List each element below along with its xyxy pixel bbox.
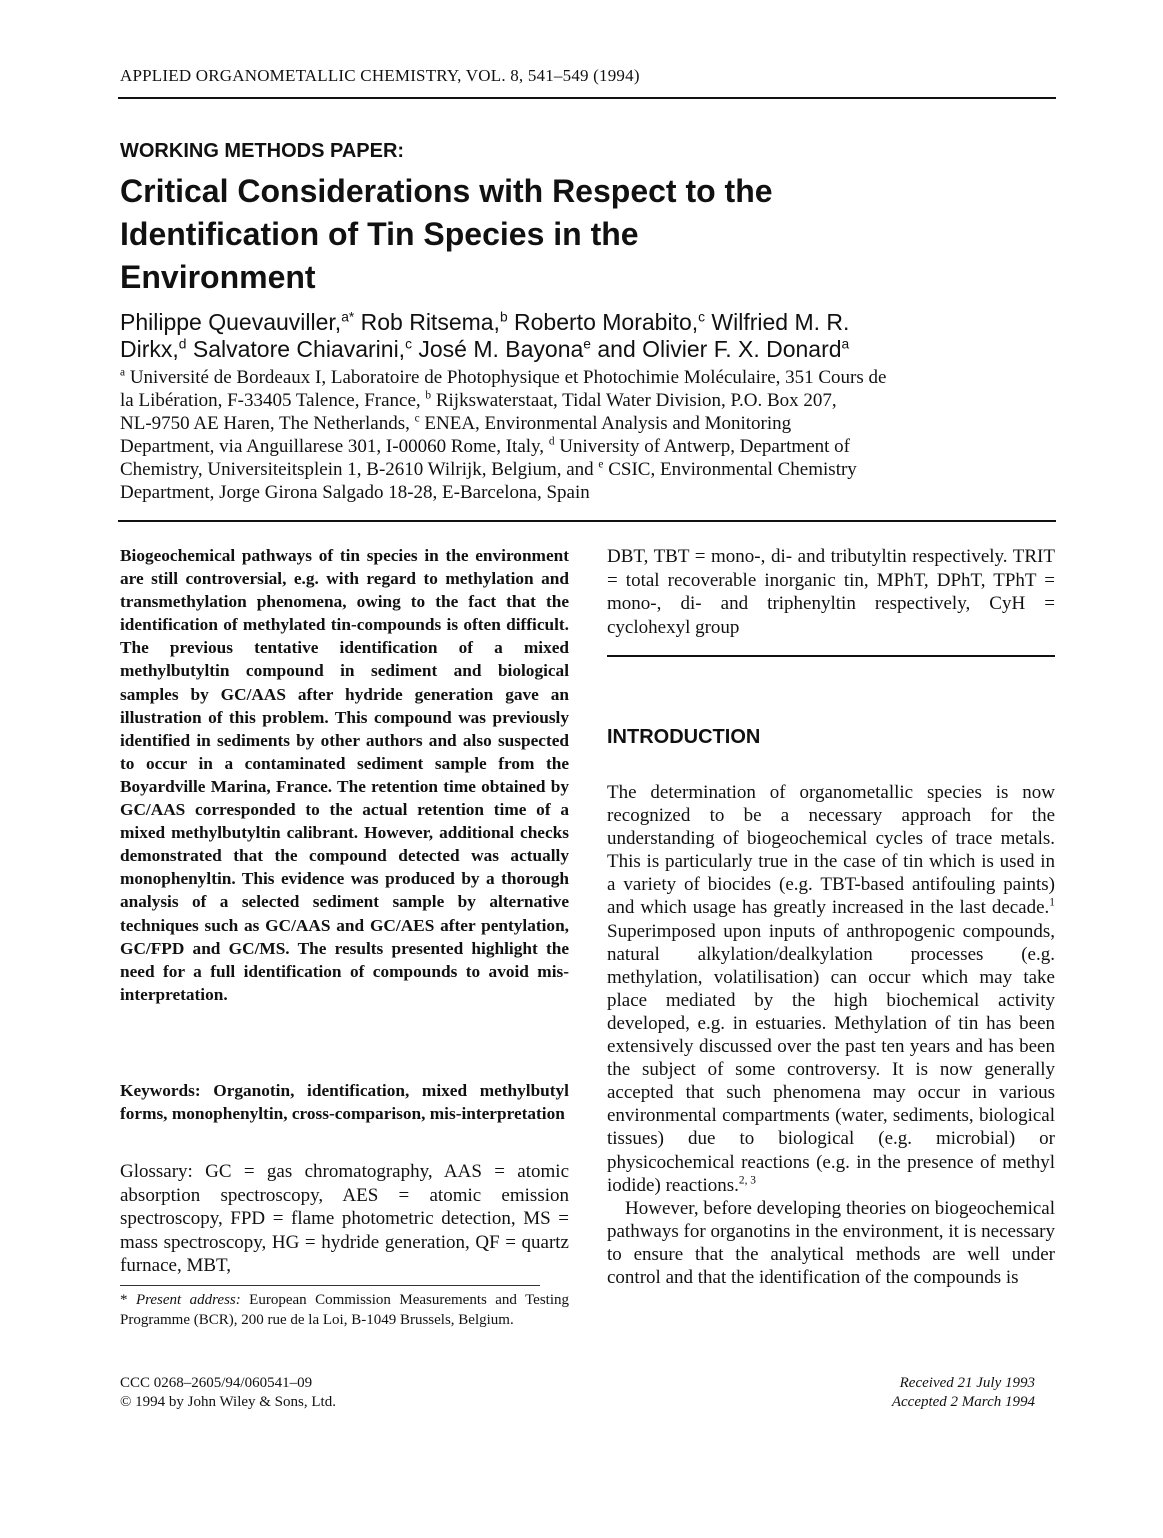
affiliation-mark: b [425, 389, 432, 402]
title-line: Critical Considerations with Respect to the [120, 173, 773, 209]
affiliations [120, 366, 1060, 504]
author-name: Salvatore Chiavarini, [186, 336, 406, 362]
paper-title [120, 170, 1050, 299]
citation: 2, 3 [738, 1174, 756, 1187]
citation: 1 [1049, 897, 1055, 910]
author-name: José M. Bayona [411, 336, 584, 362]
dates [892, 1374, 1035, 1412]
affiliation-text: Université de Bordeaux I, Laboratoire de Photophysique et Photochimie Moléculaire, 351 Cours de [125, 367, 887, 388]
author-line [120, 309, 1050, 336]
affiliation-text: NL-9750 AE Haren, The Netherlands, [120, 413, 415, 434]
affiliation-mark: a [120, 366, 126, 379]
affiliation-line: Department, Jorge Girona Salgado 18-28, E-Barcelona, Spain [120, 482, 590, 503]
footnote-marker: * [120, 1292, 136, 1308]
author-line [120, 336, 1050, 363]
affiliation-text: University of Antwerp, Department of [554, 436, 850, 457]
introduction-body [607, 781, 1055, 1289]
affiliation-text: CSIC, Environmental Chemistry [603, 459, 857, 480]
affiliation-mark: d [548, 435, 555, 448]
affiliation-mark: e [583, 336, 591, 352]
section-rule [118, 520, 1056, 522]
affiliation-text: Rijkswaterstaat, Tidal Water Division, P.O. Box 207, [431, 390, 837, 411]
footnote [120, 1290, 569, 1330]
author-name: Roberto Morabito, [507, 309, 699, 335]
paragraph-text: The determination of organometallic species is now recognized to be a necessary approach for the understanding of biogeochemical cycles of trace metals. This is particularly true in the case of tin which is used in a variety of biocides (e.g. TBT-based antifouling paints) and which usage has greatly increased in the last decade. [607, 782, 1055, 919]
abstract: Biogeochemical pathways of tin species in the environment are still controversial, e.g. with regard to methylation and transmethylation phenomena, owing to the fact that the identification of methylated tin-compounds is often difficult. The previous tentative identification of a mixed methylbutyltin compound in sediment and biological samples by GC/AAS after hydride generation gave an illustration of this problem. This compound was previously identified in sediments by other authors and also suspected to occur in a contaminated sediment sample from the Boyardville Marina, France. The retention time obtained by GC/AAS corresponded to the actual retention time of a mixed methylbutyltin calibrant. However, additional checks demonstrated that the compound detected was actually monophenyltin. This evidence was produced by a thorough analysis of a selected sediment sample by alternative techniques such as GC/AAS and GC/AES after pentylation, GC/FPD and GC/MS. The results presented highlight the need for a full identification of compounds to avoid mis-interpretation. [120, 546, 569, 1004]
header-rule [118, 97, 1056, 99]
ccc-code: CCC 0268–2605/94/060541–09 [120, 1375, 313, 1391]
title-line: Environment [120, 259, 316, 295]
affiliation-mark: b [499, 309, 508, 325]
affiliation-text: Department, via Anguillarese 301, I-00060 Rome, Italy, [120, 436, 549, 457]
author-name: Rob Ritsema, [354, 309, 500, 335]
affiliation-text: Chemistry, Universiteitsplein 1, B-2610 Wilrijk, Belgium, and [120, 459, 599, 480]
affiliation-line [120, 458, 1060, 481]
affiliation-line [120, 366, 1060, 389]
footnote-text: European Commission Measurements and Testing Programme (BCR), 200 rue de la Loi, B-1049 Brussels, Belgium. [120, 1292, 570, 1328]
title-line: Identification of Tin Species in the [120, 216, 639, 252]
author-name: Philippe Quevauviller, [120, 309, 342, 335]
publication-info [120, 1374, 336, 1412]
affiliation-line [120, 435, 1060, 458]
glossary-continuation: DBT, TBT = mono-, di- and tributyltin respectively. TRIT = total recoverable inorganic tin, MPhT, DPhT, TPhT = mono-, di- and triphenyltin respectively, CyH = cyclohexyl group [607, 546, 1055, 638]
affiliation-mark: a [841, 336, 850, 352]
affiliation-mark: c [698, 309, 706, 325]
author-name: Dirkx, [120, 336, 179, 362]
affiliation-mark: c [414, 412, 420, 425]
affiliation-mark: a* [341, 309, 355, 325]
author-list [120, 309, 1050, 363]
section-heading: INTRODUCTION [607, 726, 761, 748]
affiliation-text: la Libération, F-33405 Talence, France, [120, 390, 426, 411]
paragraph-text: Superimposed upon inputs of anthropogenic compounds, natural alkylation/dealkylation processes (e.g. methylation, volatilisation) can occur which may take place mediated by the high biochemical activity developed, e.g. in estuaries. Methylation of tin has been extensively discussed over the past ten years and has been the subject of some controversy. It is now generally accepted that such phenomena may occur in various environmental compartments (water, sediments, biological tissues) due to biological (e.g. microbial) or physicochemical reactions (e.g. in the presence of methyl iodide) reactions. [607, 920, 1055, 1196]
affiliation-mark: d [178, 336, 187, 352]
glossary: Glossary: GC = gas chromatography, AAS = atomic absorption spectroscopy, AES = atomic emission spectroscopy, FPD = flame photometric detection, MS = mass spectroscopy, HG = hydride generation, QF = quartz furnace, MBT, [120, 1161, 569, 1276]
author-name: Wilfried M. R. [705, 309, 850, 335]
received-date: Received 21 July 1993 [899, 1375, 1035, 1391]
glossary-rule [607, 655, 1055, 657]
author-name: and Olivier F. X. Donard [590, 336, 842, 362]
affiliation-line [120, 389, 1060, 412]
affiliation-line [120, 412, 1060, 435]
affiliation-text: ENEA, Environmental Analysis and Monitoring [419, 413, 792, 434]
copyright: © 1994 by John Wiley & Sons, Ltd. [120, 1394, 336, 1410]
affiliation-mark: e [598, 458, 604, 471]
footnote-label: Present address: [135, 1292, 241, 1308]
paragraph [607, 781, 1055, 1197]
paper-type-kicker: WORKING METHODS PAPER: [120, 140, 405, 162]
paragraph: However, before developing theories on biogeochemical pathways for organotins in the environment, it is necessary to ensure that the analytical methods are well under control and that the identification of the compounds is [607, 1197, 1055, 1288]
footnote-rule [120, 1285, 540, 1286]
keywords: Keywords: Organotin, identification, mixed methylbutyl forms, monophenyltin, cross-comparison, mis-interpretation [120, 1081, 569, 1123]
journal-header: APPLIED ORGANOMETALLIC CHEMISTRY, VOL. 8, 541–549 (1994) [120, 66, 640, 85]
affiliation-mark: c [405, 336, 412, 352]
accepted-date: Accepted 2 March 1994 [891, 1394, 1035, 1410]
